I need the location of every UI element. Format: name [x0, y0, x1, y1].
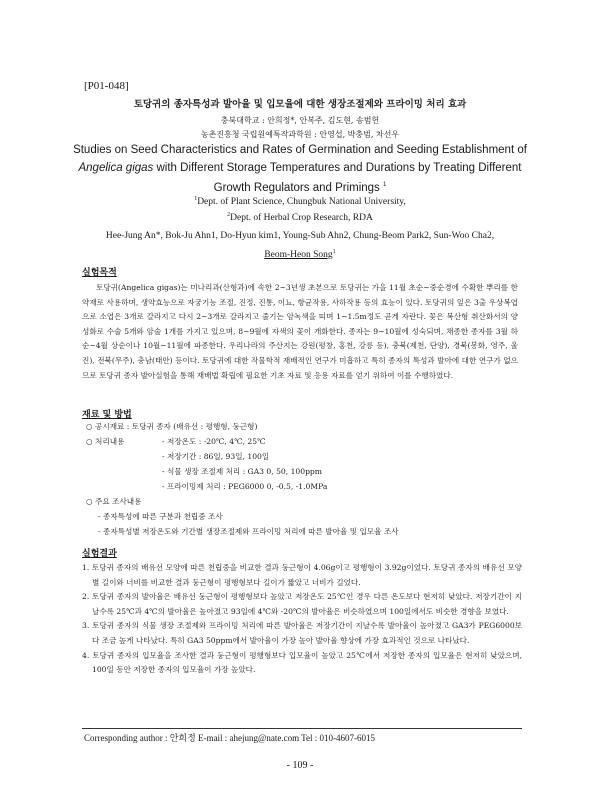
methods-material: ○ 공시재료 : 토당귀 종자 (배유선 : 평행형, 둥근형)	[86, 422, 258, 431]
abstract-code: [P01-048]	[84, 80, 129, 92]
corresponding-author-footer: Corresponding author : 안희정 E-mail : ahejung@nate.com Tel : 010-4607-6015	[84, 733, 376, 743]
korean-title: 토당귀의 종자특성과 발아율 및 입모율에 대한 생장조절제와 프라이밍 처리 효과	[133, 99, 467, 110]
results-item-1: 1. 토당귀 종자의 배유선 모양에 따른 천립중을 비교한 결과 둥근형이 4.06g이고 평행형이 3.92g이었다. 토당귀 종자의 배유선 모양별 길이와 너비를 비교한 결과 둥근형이 평행형보다 길이가 짧았고 너비가 길었다.	[82, 563, 522, 587]
english-title-line-2	[70, 160, 530, 178]
methods-survey-2: - 종자특성별 저장온도와 기간별 생장조절제와 프라이밍 처리에 따른 발아율 및 입모율 조사	[98, 527, 399, 536]
section-purpose-heading: 실험목적	[82, 268, 117, 278]
species-name: Angelica gigas	[78, 161, 154, 174]
korean-affiliation-1: 충북대학교 : 안희정*, 안복주, 김도현, 송범헌	[220, 116, 380, 125]
korean-affiliation-2: 농촌진흥청 국립원예특작과학원 : 안영섭, 박충범, 차선우	[200, 130, 400, 139]
purpose-paragraph: 토당귀(Angelica gigas)는 미나리과(산형과)에 속한 2~3년생 초본으로 토당귀는 가을 11월 초순~중순경에 수확한 뿌리를 한약재로 사용하며, 생약효능으로 자궁기능 조절, 진정, 진통, 이뇨, 항균작용, 사하작용 등의 효능이 있다. 토당귀의 잎은 3출 우상복엽으로 소엽은 3개로 갈라지고 다시 2~3개로 갈라지고 줄기는 암녹색을 띠며 1~1.5m정도 곧게 자란다. 꽃은 복산형 취산화서의 양성화로 수술 5개와 암술 1개를 가지고 있으며, 8~9월에 자색의 꽃이 개화한다. 종자는 9~10월에 성숙되며, 채종한 종자를 3월 하순~4월 상순이나 10월~11월에 파종한다. 우리나라의 주산지는 강원(평창, 홍천, 강릉 등), 충북(제천, 단양), 경북(봉화, 영주, 울진), 전북(무주), 충남(태안) 등이다. 토당귀에 대한 작물학적 재배적인 연구가 미흡하고 특히 종자의 특성과 발아에 대한 연구가 없으므로 토당귀 종자 발아실험을 통해 재배법 확립에 필요한 기초 자료 및 응용 자료를 얻기 위하여 이를 수행하였다.	[82, 283, 518, 380]
section-results-heading: 실험결과	[82, 549, 117, 559]
english-affiliation-2-text: Dept. of Herbal Crop Research, RDA	[230, 213, 373, 224]
english-title-line-3	[70, 177, 530, 197]
methods-treatment-4: - 프라이밍제 처리 : PEG6000 0, -0.5, -1.0MPa	[162, 482, 328, 491]
methods-survey-1: - 종자특성에 따른 구분과 천립중 조사	[98, 512, 223, 521]
footer-divider	[82, 728, 522, 729]
results-item-3: 3. 토당귀 종자의 식물 생장 조절제와 프라이밍 처리에 따른 발아율은 저장기간이 지날수록 발아율이 높아졌고 GA3가 PEG6000보다 조금 높게 나타났다. 특히 GA3 50ppm에서 발아율이 가장 높아 발아율 향상에 가장 효과적인 것으로 나타났다.	[82, 621, 522, 645]
english-title	[70, 142, 530, 197]
methods-treatment-3: - 식물 생장 조절제 처리 : GA3 0, 50, 100ppm	[162, 467, 322, 476]
results-item-2: 2. 토당귀 종자의 발아율은 배유선 둥근형이 평행형보다 높았고 저장온도 25℃인 경우 다른 온도보다 현저히 낮았다. 저장기간이 지날수록 25℃과 4℃의 발아율은 높아졌고 93일에 4℃와 -20℃의 발아율은 비슷하였으며 100일에서도 비슷한 경향을 보였다.	[82, 592, 522, 616]
section-methods-heading: 재료 및 방법	[82, 410, 132, 420]
methods-treatment-2: - 저장기간 : 86일, 93일, 100일	[162, 452, 270, 461]
results-item-4: 4. 토당귀 종자의 입모율을 조사한 결과 둥근형이 평행형보다 입모율이 높았고 25℃에서 저장한 종자의 입모율은 현저히 낮았으며, 100일 동안 저장한 종자의 입모율이 가장 높았다.	[82, 650, 522, 675]
methods-survey-label: ○ 주요 조사내용	[86, 497, 142, 506]
english-title-line-3-text: Growth Regulators and Primings	[213, 181, 380, 194]
title-footnote-mark: 1	[383, 182, 387, 188]
english-affiliation-2: $^2$Dept. of Herbal Crop Research, RDA	[227, 212, 373, 224]
page-number: - 109 -	[286, 760, 314, 771]
english-authors	[70, 228, 530, 263]
english-affiliation-1-text: Dept. of Plant Science, Chungbuk National University,	[197, 197, 406, 208]
english-title-line-2-rest: with Different Storage Temperatures and Durations by Treating Different	[153, 161, 522, 174]
methods-treatment-label: ○ 처리내용	[86, 437, 125, 446]
authors-last-line: Beom-Heon Song$^1$	[264, 249, 336, 261]
authors-line: Hee-Jung An*, Bok-Ju Ahn1, Do-Hyun kim1, Young-Sub Ahn2, Chung-Beom Park2, Sun-Woo Cha2,	[105, 231, 495, 241]
results-list	[82, 561, 522, 678]
methods-treatment-1: - 저장온도 : -20℃, 4℃, 25℃	[162, 437, 266, 446]
english-affiliation-1: $^1$Dept. of Plant Science, Chungbuk National University,	[194, 196, 406, 208]
english-title-line-1: Studies on Seed Characteristics and Rates of Germination and Seeding Establishment of	[73, 144, 527, 156]
corresponding-author: Beom-Heon Song	[264, 250, 333, 261]
